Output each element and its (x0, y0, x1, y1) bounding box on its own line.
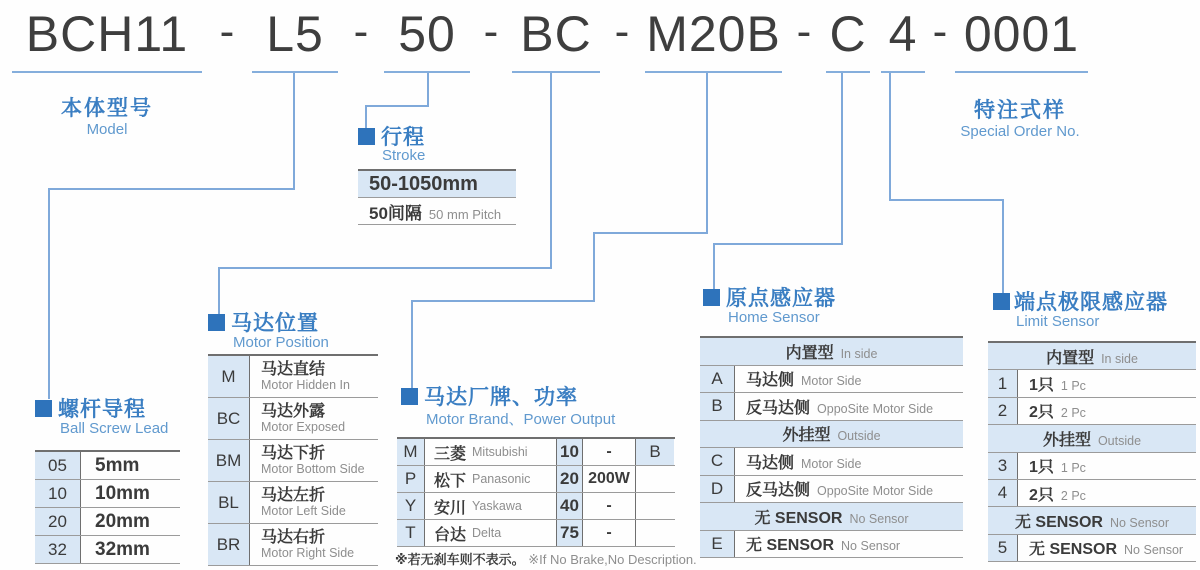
brake-code (636, 466, 674, 492)
group-header-row (988, 343, 1196, 370)
lead-code: 05 (35, 452, 81, 479)
sensor-en: 2 Pc (1060, 406, 1086, 421)
sensor-zh: 马达侧 (746, 454, 795, 472)
limit-sensor-title-zh: 端点极限感应器 (1014, 291, 1168, 314)
stroke-range: 50-1050mm (369, 172, 478, 195)
sensor-zh: 1只 (1029, 377, 1054, 395)
code-segment-special: 0001 (963, 6, 1080, 62)
lead-value: 20mm (95, 510, 150, 532)
code-dash: - (932, 7, 948, 56)
underline-home-sensor (826, 71, 870, 73)
sensor-code: E (700, 531, 735, 558)
stroke-pitch-zh: 50间隔 (369, 203, 422, 223)
connector-line (550, 73, 552, 269)
position-en: Motor Hidden In (261, 378, 350, 392)
sensor-code: B (700, 393, 735, 420)
underline-limit-sensor (881, 71, 925, 73)
lead-value: 5mm (95, 454, 140, 476)
table-row (208, 440, 378, 482)
special-order-label-zh: 特注式样 (974, 99, 1066, 122)
sensor-code: 4 (988, 480, 1018, 506)
section-bullet-icon (993, 293, 1010, 310)
motor-position-title-zh: 马达位置 (231, 312, 319, 335)
group-header-en: No Sensor (849, 511, 909, 526)
sensor-zh: 马达侧 (746, 372, 795, 390)
section-bullet-icon (35, 400, 52, 417)
table-row (988, 480, 1196, 507)
code-dash: - (796, 7, 812, 56)
home-sensor-table (700, 336, 963, 558)
underline-lead (252, 71, 338, 73)
sensor-en: No Sensor (1124, 543, 1184, 558)
limit-sensor-title-en: Limit Sensor (1016, 313, 1100, 330)
brand-zh: 松下 (434, 472, 467, 490)
position-code: BM (208, 440, 250, 481)
sensor-en: Motor Side (801, 456, 862, 471)
brand-en: Panasonic (472, 472, 531, 486)
underline-position (512, 71, 600, 73)
connector-line (411, 300, 595, 302)
sensor-en: No Sensor (841, 539, 901, 554)
position-code: BC (208, 398, 250, 439)
group-header-en: In side (840, 346, 878, 361)
code-dash: - (353, 7, 369, 56)
brand-zh: 安川 (434, 499, 467, 517)
power-value: - (583, 520, 636, 546)
position-en: Motor Right Side (261, 546, 355, 560)
connector-line (365, 105, 367, 129)
section-bullet-icon (208, 314, 225, 331)
table-row (208, 524, 378, 566)
code-segment-brand-power: M20B (646, 6, 781, 62)
power-code: 40 (557, 493, 583, 519)
brand-code: T (397, 520, 425, 546)
power-value: - (583, 493, 636, 519)
connector-line (48, 188, 295, 190)
section-bullet-icon (401, 388, 418, 405)
stroke-table (358, 169, 516, 225)
brand-zh: 三菱 (434, 445, 467, 463)
connector-line (706, 73, 708, 234)
sensor-zh: 反马达侧 (746, 399, 811, 417)
position-code: M (208, 356, 250, 397)
home-sensor-title-zh: 原点感应器 (726, 287, 836, 310)
connector-line (889, 199, 1004, 201)
section-bullet-icon (358, 128, 375, 145)
sensor-code: 5 (988, 535, 1018, 561)
position-zh: 马达下折 (261, 445, 326, 462)
brand-zh: 台达 (434, 526, 467, 544)
lead-value: 32mm (95, 538, 150, 560)
sensor-en: 2 Pc (1060, 488, 1086, 503)
position-zh: 马达外露 (261, 403, 326, 420)
group-header-row (700, 503, 963, 531)
power-value: 200W (583, 466, 636, 492)
table-row (700, 476, 963, 504)
motor-brand-title-en: Motor Brand、Power Output (426, 411, 616, 428)
connector-line (713, 243, 843, 245)
connector-line (218, 267, 220, 314)
group-header-zh: 内置型 (1046, 349, 1095, 367)
brand-code: P (397, 466, 425, 492)
motor-brand-title-zh: 马达厂牌、功率 (424, 386, 578, 409)
sensor-zh: 1只 (1029, 459, 1054, 477)
group-header-zh: 无 SENSOR (1014, 514, 1103, 532)
lead-code: 32 (35, 536, 81, 563)
table-row (700, 366, 963, 394)
table-row (700, 393, 963, 421)
power-code: 20 (557, 466, 583, 492)
stroke-title-zh: 行程 (381, 126, 425, 149)
code-segment-stroke: 50 (398, 6, 456, 62)
stroke-title-en: Stroke (382, 147, 426, 164)
code-segment-home-sensor: C (829, 6, 867, 62)
table-row (700, 448, 963, 476)
table-row (35, 508, 180, 536)
code-dash: - (483, 7, 499, 56)
position-zh: 马达左折 (261, 487, 326, 504)
position-zh: 马达直结 (261, 361, 326, 378)
table-row (397, 439, 675, 466)
underline-model (12, 71, 202, 73)
table-row (35, 536, 180, 564)
connector-line (593, 232, 595, 302)
position-en: Motor Bottom Side (261, 462, 365, 476)
table-row (988, 453, 1196, 480)
brake-note (395, 549, 697, 568)
group-header-zh: 外挂型 (1042, 431, 1091, 449)
limit-sensor-table (988, 341, 1196, 562)
group-header-row (700, 338, 963, 366)
brake-note-zh: ※若无刹车则不表示。 (395, 552, 525, 567)
brake-note-en: ※If No Brake,No Description. (528, 552, 697, 567)
sensor-code: D (700, 476, 735, 503)
sensor-code: C (700, 448, 735, 475)
group-header-zh: 无 SENSOR (754, 509, 843, 527)
power-code: 75 (557, 520, 583, 546)
lead-code: 10 (35, 480, 81, 507)
ball-screw-title-zh: 螺杆导程 (58, 398, 146, 421)
table-row (35, 480, 180, 508)
stroke-pitch-row (358, 198, 516, 225)
table-row (208, 398, 378, 440)
brand-code: Y (397, 493, 425, 519)
brand-en: Mitsubishi (472, 445, 528, 459)
table-row (208, 356, 378, 398)
sensor-zh: 2只 (1029, 486, 1054, 504)
section-bullet-icon (703, 289, 720, 306)
group-header-row (700, 421, 963, 449)
sensor-en: Motor Side (801, 374, 862, 389)
brake-code (636, 520, 674, 546)
underline-special (955, 71, 1088, 73)
connector-line (713, 243, 715, 289)
group-header-en: Outside (837, 429, 881, 444)
code-segment-limit-sensor: 4 (888, 6, 918, 62)
group-header-row (988, 507, 1196, 534)
brake-code (636, 493, 674, 519)
sensor-zh: 2只 (1029, 404, 1054, 422)
table-row (35, 452, 180, 480)
table-row (397, 493, 675, 520)
model-label-en: Model (86, 121, 128, 138)
connector-line (1002, 199, 1004, 293)
connector-line (593, 232, 708, 234)
position-en: Motor Exposed (261, 420, 346, 434)
connector-line (293, 73, 295, 190)
sensor-zh: 反马达侧 (746, 482, 811, 500)
brand-en: Yaskawa (472, 499, 522, 513)
lead-value: 10mm (95, 482, 150, 504)
code-segment-model: BCH11 (25, 6, 189, 62)
code-dash: - (219, 7, 235, 56)
ball-screw-table (35, 450, 180, 564)
sensor-code: 1 (988, 370, 1018, 396)
lead-code: 20 (35, 508, 81, 535)
code-segment-lead: L5 (266, 6, 324, 62)
table-row (988, 398, 1196, 425)
connector-line (48, 188, 50, 399)
ball-screw-title-en: Ball Screw Lead (60, 420, 169, 437)
sensor-code: 2 (988, 398, 1018, 424)
sensor-zh: 无 SENSOR (1029, 541, 1118, 559)
table-row (397, 466, 675, 493)
position-code: BL (208, 482, 250, 523)
group-header-zh: 外挂型 (782, 427, 831, 445)
connector-line (841, 73, 843, 245)
motor-position-title-en: Motor Position (233, 334, 329, 351)
position-en: Motor Left Side (261, 504, 346, 518)
motor-brand-table (397, 437, 675, 547)
position-code: BR (208, 524, 250, 565)
sensor-code: 3 (988, 453, 1018, 479)
connector-line (411, 300, 413, 388)
connector-line (365, 105, 429, 107)
sensor-en: OppoSite Motor Side (817, 484, 934, 499)
group-header-row (988, 425, 1196, 452)
connector-line (427, 73, 429, 107)
underline-brand-power (645, 71, 782, 73)
motor-position-table (208, 354, 378, 566)
group-header-en: Outside (1097, 433, 1142, 448)
brake-code: B (636, 439, 674, 465)
brand-code: M (397, 439, 425, 465)
group-header-zh: 内置型 (785, 344, 834, 362)
sensor-code: A (700, 366, 735, 393)
sensor-en: 1 Pc (1060, 379, 1086, 394)
special-order-label-en: Special Order No. (960, 123, 1080, 140)
table-row (397, 520, 675, 547)
sensor-en: OppoSite Motor Side (817, 401, 934, 416)
group-header-en: No Sensor (1109, 516, 1170, 531)
home-sensor-title-en: Home Sensor (728, 309, 820, 326)
table-row (700, 531, 963, 559)
power-code: 10 (557, 439, 583, 465)
table-row (988, 535, 1196, 562)
connector-line (889, 73, 891, 201)
sensor-en: 1 Pc (1060, 461, 1086, 476)
group-header-en: In side (1101, 351, 1138, 366)
model-label-zh: 本体型号 (61, 97, 153, 120)
sensor-zh: 无 SENSOR (746, 537, 835, 555)
connector-line (218, 267, 552, 269)
table-row (988, 370, 1196, 397)
table-row (208, 482, 378, 524)
position-zh: 马达右折 (261, 529, 326, 546)
code-dash: - (614, 7, 630, 56)
stroke-pitch-en: 50 mm Pitch (428, 206, 502, 222)
stroke-range-row (358, 171, 516, 198)
brand-en: Delta (472, 526, 502, 540)
power-value: - (583, 439, 636, 465)
code-segment-position: BC (520, 6, 592, 62)
